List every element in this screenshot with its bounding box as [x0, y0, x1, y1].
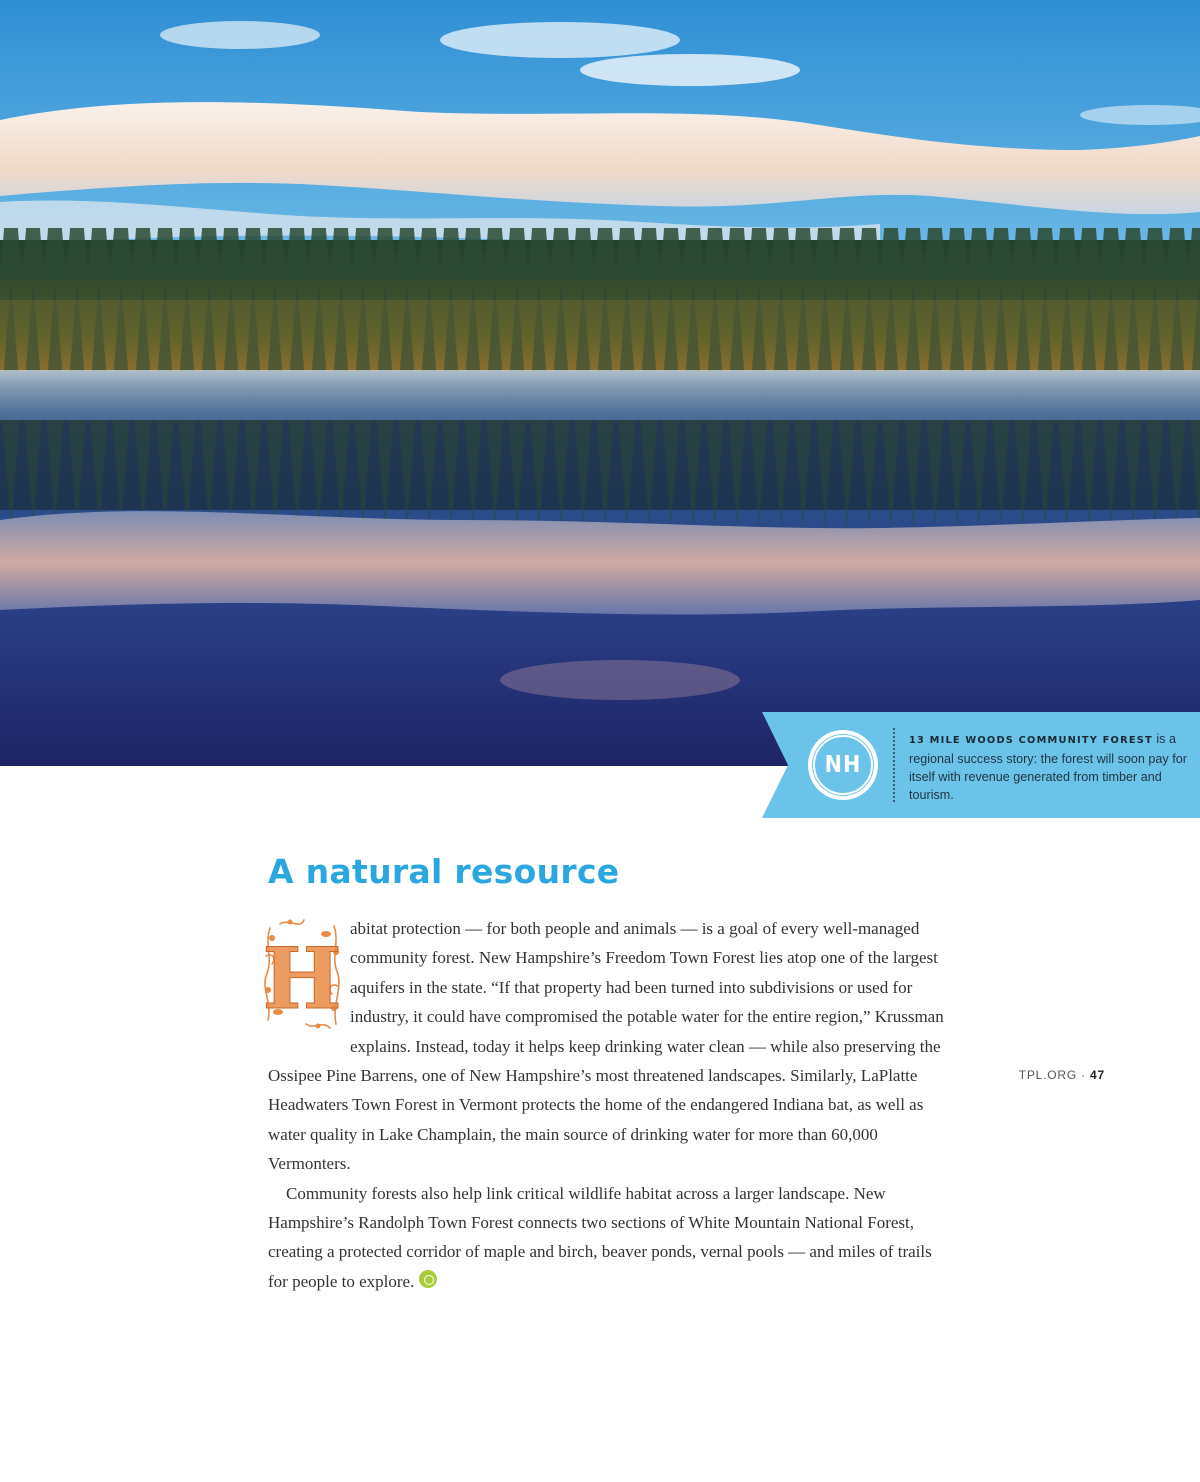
folio-site: TPL.ORG · [1018, 1068, 1091, 1082]
ornamental-dropcap [260, 916, 344, 1032]
end-of-story-icon [419, 1270, 437, 1288]
state-badge-label: NH [813, 735, 873, 795]
article-body [262, 914, 948, 1296]
caption-lead: 13 MILE WOODS COMMUNITY FOREST [909, 735, 1153, 746]
page-folio [1019, 1068, 1105, 1082]
page-number: 47 [1090, 1068, 1105, 1082]
paragraph-1-text: abitat protection — for both people and animals — is a goal of every well-managed community forest. New Hampshire’s Freedom Town Forest lies atop one of the largest aquifers in the state. “If that property had been turned into subdivisions or used for industry, it could have compromised the potable water for the entire region,” Krussman explains. Instead, today it helps keep drinking water clean — while also preserving the Ossipee Pine Barrens, one of New Hampshire’s most threatened landscapes. Similarly, LaPlatte Headwaters Town Forest in Vermont protects the home of the endangered Indiana bat, as well as water quality in Lake Champlain, the main source of drinking water for more than 60,000 Vermonters. [268, 919, 944, 1174]
section-headline: A natural resource [268, 852, 620, 891]
photo-caption-banner [762, 712, 1200, 818]
banner-divider [893, 728, 895, 802]
state-badge [808, 730, 878, 800]
paragraph-2-text: Community forests also help link critical wildlife habitat across a larger landscape. New Hampshire’s Randolph Town Forest connects two sections of White Mountain National Forest, creating a protected corridor of maple and birch, beaver ponds, vernal pools — and miles of trails for people to explore. [268, 1183, 932, 1291]
caption-text [909, 730, 1189, 804]
dropcap-h-icon [260, 916, 344, 1032]
article-paragraph-2 [268, 1179, 948, 1297]
caption-body: is a regional success story: the forest will soon pay for itself with revenue generated from timber and tourism. [909, 732, 1187, 802]
dropcap-letter: H [262, 929, 342, 1028]
article-paragraph-1 [262, 914, 948, 1179]
